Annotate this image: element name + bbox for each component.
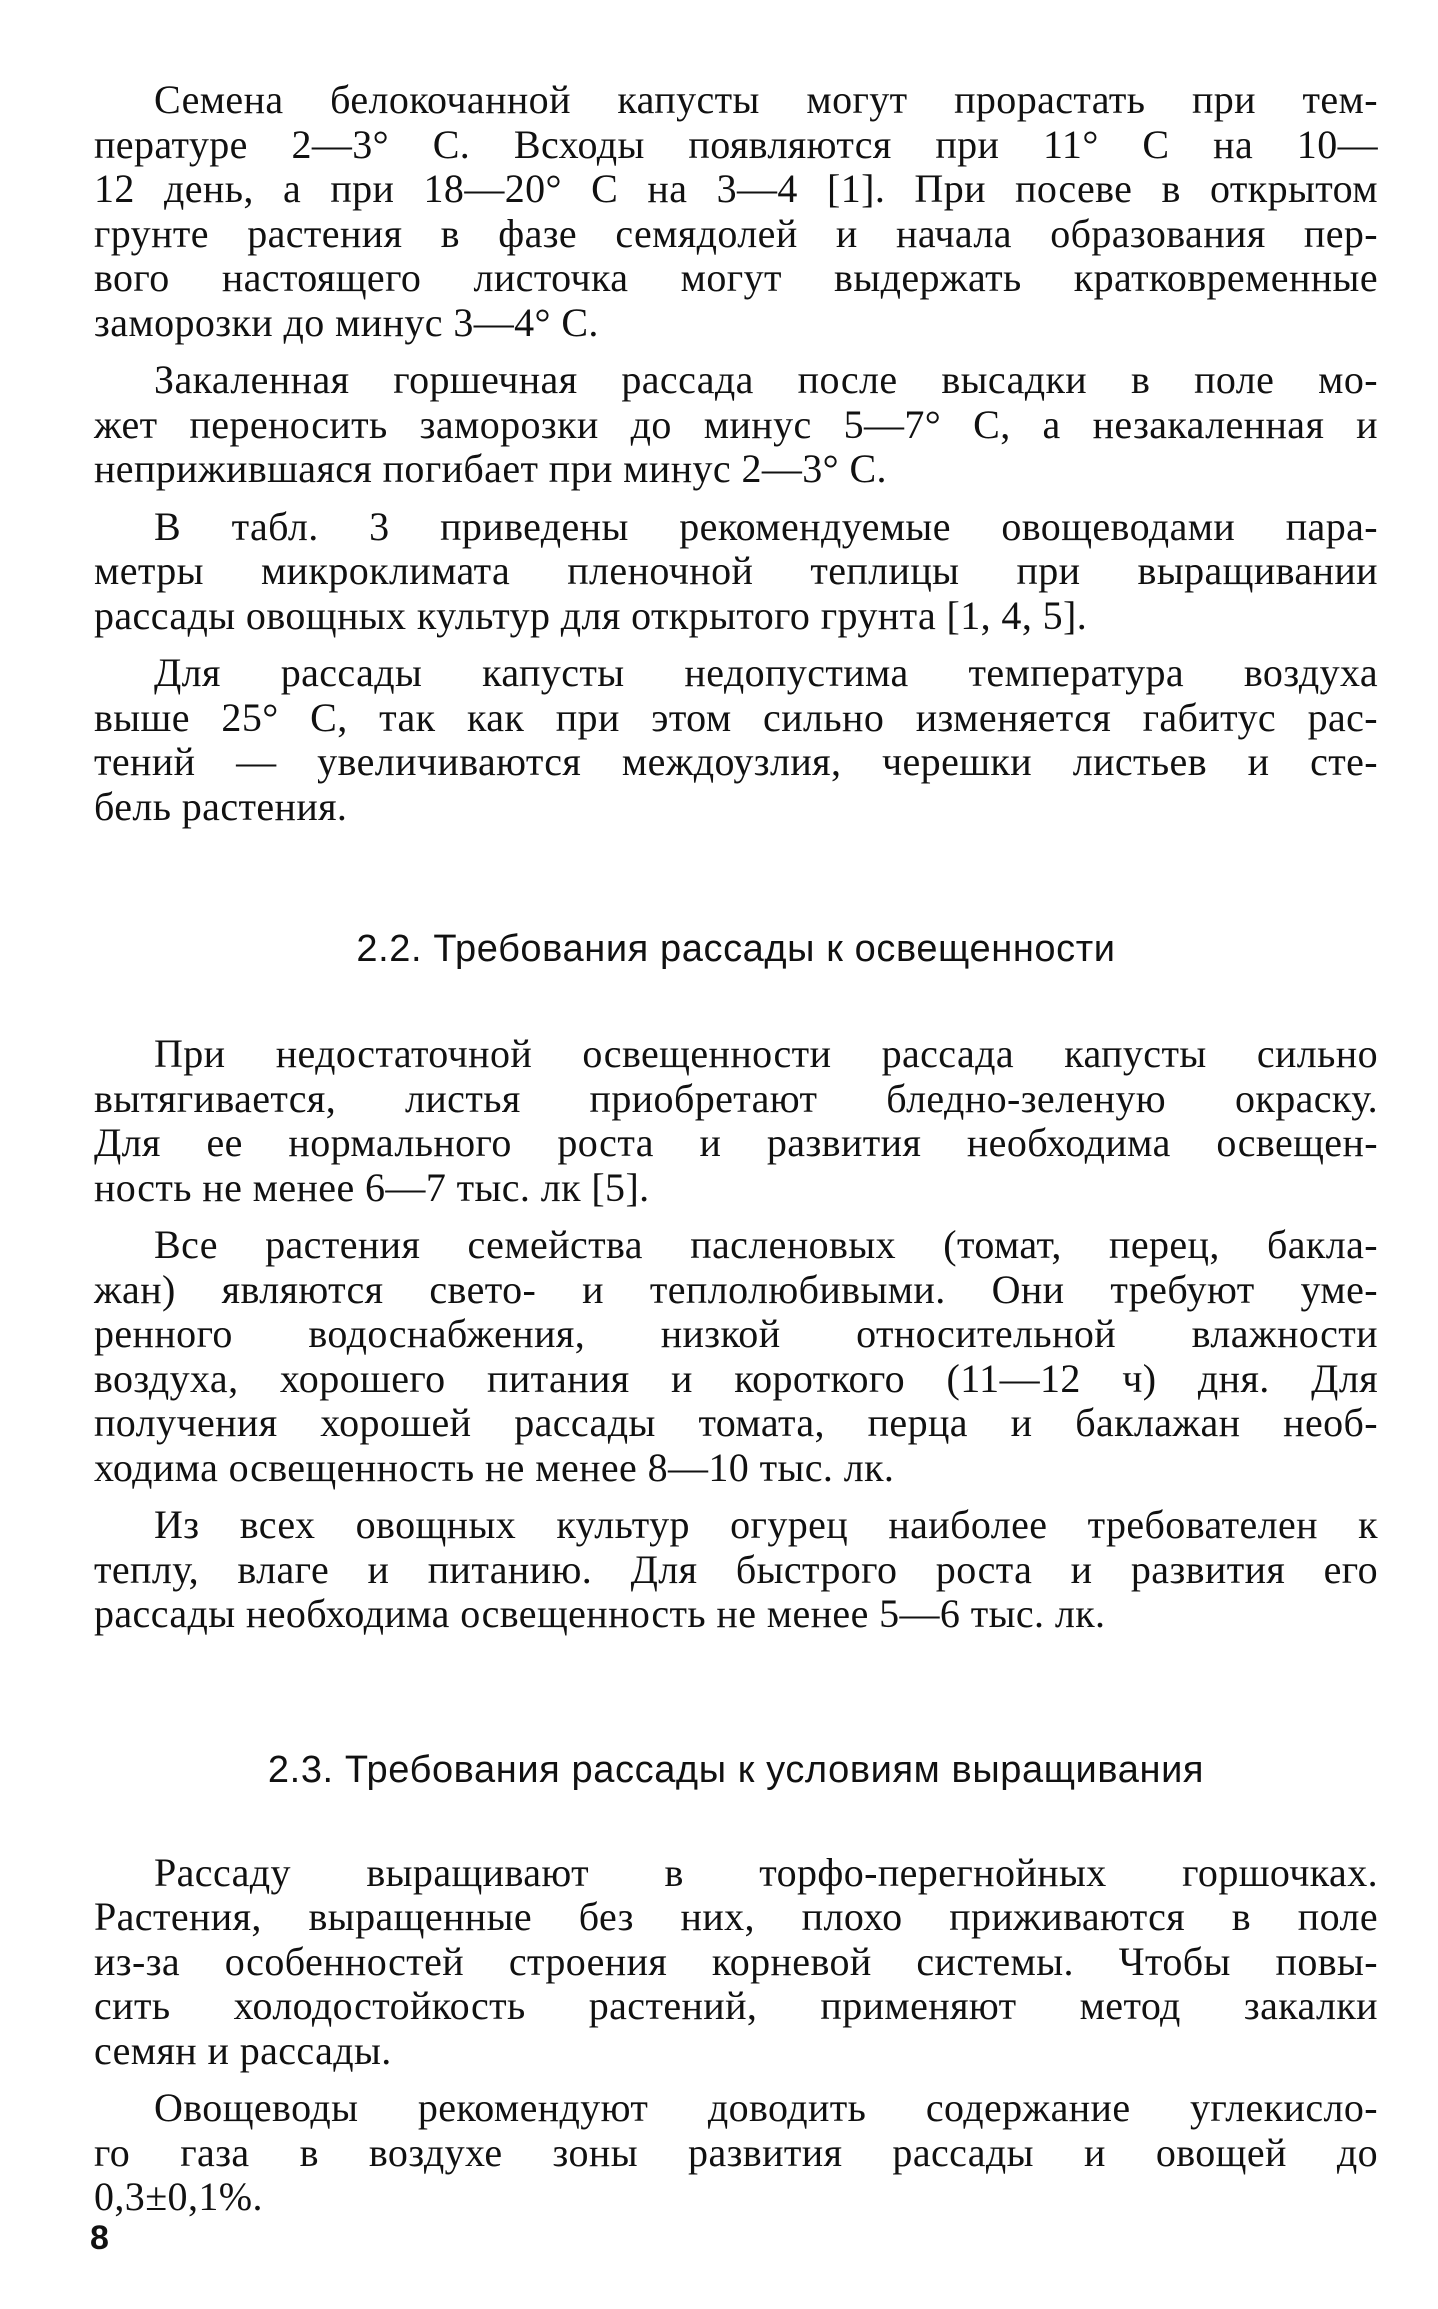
text-line: Овощеводы рекомендуют доводить содержание углекисло- <box>154 2085 1378 2130</box>
text-line: жан) являются свето- и теплолюбивыми. Они требуют уме- <box>94 1266 1378 1312</box>
text-line: воздуха, хорошего питания и короткого (11—12 ч) дня. Для <box>94 1355 1378 1401</box>
text-line: метры микроклимата пленочной теплицы при выращивании <box>94 548 1378 593</box>
text-line: ность не менее 6—7 тыс. лк [5]. <box>94 1164 650 1210</box>
paragraph <box>94 1503 1378 1637</box>
paragraph <box>94 651 1378 829</box>
text-line: Растения, выращенные без них, плохо приживаются в поле <box>94 1894 1378 1939</box>
paragraph <box>94 1851 1378 2074</box>
text-line: теплу, влаге и питанию. Для быстрого роста и развития его <box>94 1546 1378 1592</box>
paragraph <box>94 1223 1378 1490</box>
text-line: ходима освещенность не менее 8—10 тыс. лк. <box>94 1444 895 1490</box>
text-line: выше 25° С, так как при этом сильно изменяется габитус рас- <box>94 694 1378 740</box>
text-line: рассады овощных культур для открытого грунта [1, 4, 5]. <box>94 592 1088 638</box>
text-line: семян и рассады. <box>94 2027 392 2073</box>
paragraph <box>94 78 1378 345</box>
text-line: ренного водоснабжения, низкой относительной влажности <box>94 1311 1378 1356</box>
text-line: получения хорошей рассады томата, перца и баклажан необ- <box>94 1400 1378 1445</box>
text-line: рассады необходима освещенность не менее 5—6 тыс. лк. <box>94 1591 1106 1636</box>
text-line: 0,3±0,1%. <box>94 2174 263 2219</box>
text-line: Для ее нормального роста и развития необходима освещен- <box>94 1120 1378 1165</box>
text-line: Все растения семейства пасленовых (томат, перец, бакла- <box>154 1222 1378 1267</box>
text-line: Семена белокочанной капусты могут прорастать при тем- <box>154 77 1378 122</box>
text-line: из-за особенностей строения корневой системы. Чтобы повы- <box>94 1938 1378 1984</box>
text-line: заморозки до минус 3—4° С. <box>94 299 599 345</box>
page-number: 8 <box>90 2219 109 2257</box>
paragraph <box>94 358 1378 492</box>
text-line: сить холодостойкость растений, применяют метод закалки <box>94 1983 1378 2028</box>
text-line: вого настоящего листочка могут выдержать кратковременные <box>94 255 1378 300</box>
text-line: В табл. 3 приведены рекомендуемые овощеводами пара- <box>154 503 1378 549</box>
text-line: вытягивается, листья приобретают бледно-зеленую окраску. <box>94 1075 1378 1121</box>
text-line: 12 день, а при 18—20° С на 3—4 [1]. При посеве в открытом <box>94 166 1378 211</box>
text-line: жет переносить заморозки до минус 5—7° С, а незакаленная и <box>94 401 1378 447</box>
text-line: Из всех овощных культур огурец наиболее требователен к <box>154 1502 1378 1547</box>
section-heading: 2.2. Требования рассады к освещенности <box>356 928 1116 970</box>
text-line: Рассаду выращивают в торфо-перегнойных горшочках. <box>154 1849 1378 1895</box>
paragraph <box>94 1032 1378 1210</box>
section-heading: 2.3. Требования рассады к условиям выращивания <box>267 1748 1205 1791</box>
paragraph <box>94 505 1378 639</box>
text-line: Для рассады капусты недопустима температура воздуха <box>154 650 1378 695</box>
page-content <box>94 78 1378 2220</box>
text-line: пературе 2—3° С. Всходы появляются при 11° С на 10— <box>94 121 1378 167</box>
text-line: бель растения. <box>94 783 348 829</box>
text-line: неприжившаяся погибает при минус 2—3° С. <box>94 446 887 491</box>
text-line: тений — увеличиваются междоузлия, черешки листьев и сте- <box>94 739 1378 784</box>
text-line: Закаленная горшечная рассада после высадки в поле мо- <box>154 357 1378 402</box>
paragraph <box>94 2086 1378 2220</box>
text-line: грунте растения в фазе семядолей и начала образования пер- <box>94 210 1378 256</box>
text-line: При недостаточной освещенности рассада капусты сильно <box>154 1031 1378 1076</box>
text-line: го газа в воздухе зоны развития рассады и овощей до <box>94 2129 1378 2175</box>
